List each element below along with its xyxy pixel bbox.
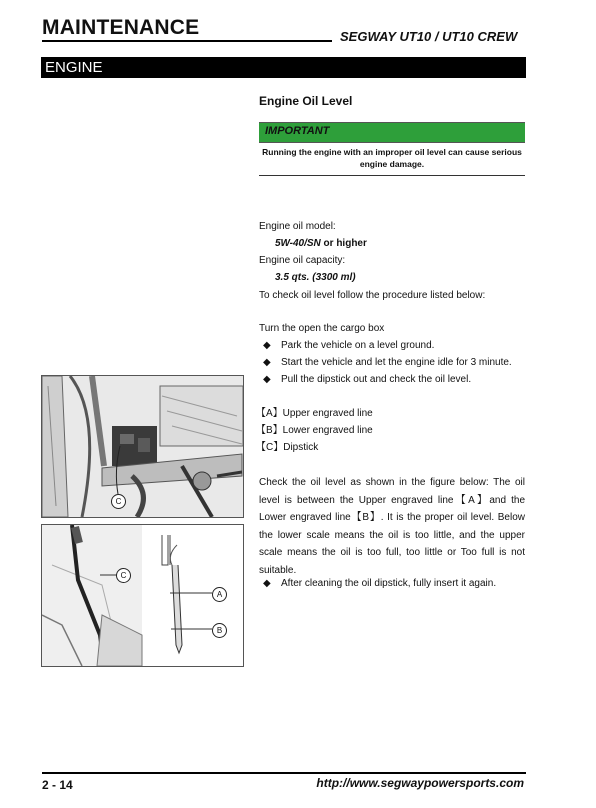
important-label: IMPORTANT (265, 125, 330, 137)
oil-capacity-value: 3.5 qts. (3300 ml) (275, 272, 356, 283)
oil-model-grade: 5W-40/SN (275, 238, 321, 249)
diamond-bullet-icon: ◆ (263, 578, 271, 589)
section-heading: Engine Oil Level (259, 94, 353, 108)
engine-bay-photo (41, 375, 244, 518)
oil-model-label: Engine oil model: (259, 221, 336, 232)
step-text: After cleaning the oil dipstick, fully insert it again. (281, 578, 497, 589)
dipstick-photo (41, 524, 244, 667)
important-line-2: engine damage. (359, 159, 425, 169)
chapter-title: MAINTENANCE (42, 16, 200, 39)
important-bar (259, 122, 525, 143)
engine-bay-illustration (42, 376, 243, 517)
oil-model-suffix: or higher (320, 238, 367, 249)
callout-c: C (111, 494, 126, 509)
procedure-intro: To check oil level follow the procedure listed below: (259, 290, 486, 301)
footer-url-link[interactable]: http://www.segwaypowersports.com (316, 776, 524, 790)
turn-open-text: Turn the open the cargo box (259, 323, 385, 334)
oil-capacity-label: Engine oil capacity: (259, 255, 346, 266)
diamond-bullet-icon: ◆ (263, 357, 271, 368)
oil-model-value (275, 238, 367, 249)
header-rule (42, 40, 332, 42)
legend-b: 【B】Lower engraved line (256, 425, 373, 436)
section-label: ENGINE (45, 59, 103, 76)
model-title: SEGWAY UT10 / UT10 CREW (340, 29, 518, 44)
important-line-1: Running the engine with an improper oil level can cause serious (262, 147, 522, 157)
callout-b: B (212, 623, 227, 638)
legend-a: 【A】Upper engraved line (256, 408, 373, 419)
step-text: Pull the dipstick out and check the oil level. (281, 374, 472, 385)
step-3 (263, 373, 471, 387)
important-rule (259, 175, 525, 176)
page-number: 2 - 14 (42, 778, 73, 792)
check-paragraph: Check the oil level as shown in the figure below: The oil level is between the Upper engraved line【A】and the Lower engraved line【B】. It is the proper oil level. Below the lower scale means the oil is too little, and the upper scale means the oil is too full, too little or Too full is not suitable. (259, 477, 525, 576)
step-text: Park the vehicle on a level ground. (281, 340, 435, 351)
diamond-bullet-icon: ◆ (263, 374, 271, 385)
step-text: Start the vehicle and let the engine idle for 3 minute. (281, 357, 512, 368)
footer-rule (42, 772, 526, 774)
important-text (259, 146, 525, 170)
legend-c: 【C】Dipstick (256, 442, 319, 453)
step-1 (263, 339, 434, 353)
section-bar (41, 57, 526, 78)
callout-c: C (116, 568, 131, 583)
final-step (263, 577, 496, 591)
diamond-bullet-icon: ◆ (263, 340, 271, 351)
step-2 (263, 356, 512, 370)
callout-a: A (212, 587, 227, 602)
